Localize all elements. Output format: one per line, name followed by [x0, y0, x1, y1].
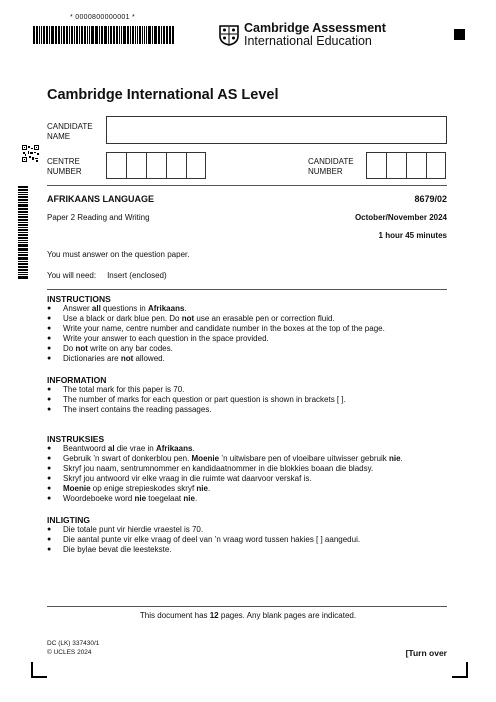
barcode-bar — [18, 234, 28, 236]
centre-digit-box[interactable] — [146, 152, 166, 179]
emphasis-text: not — [75, 344, 88, 353]
list-item — [47, 304, 457, 314]
barcode-bar — [43, 26, 45, 44]
list-item — [47, 344, 457, 354]
information-heading: INFORMATION — [47, 375, 107, 385]
item-text: write on any bar codes. — [87, 344, 173, 353]
barcode-bar — [18, 272, 28, 273]
divider — [47, 289, 447, 290]
barcode-bar — [169, 26, 171, 44]
barcode-bar — [49, 26, 50, 44]
barcode-bar — [36, 26, 38, 44]
item-text: Gebruik ’n swart of donkerblou pen. — [63, 454, 192, 463]
item-text: op enige strepieskodes skryf — [90, 484, 197, 493]
barcode-bar — [18, 274, 28, 275]
barcode-bar — [71, 26, 73, 44]
barcode-bar — [130, 26, 131, 44]
barcode-bar — [18, 216, 28, 218]
copyright: © UCLES 2024 — [47, 649, 92, 656]
centre-digit-box[interactable] — [166, 152, 186, 179]
barcode-bar — [18, 211, 28, 213]
item-text: Write your answer to each question in the space provided. — [63, 334, 269, 343]
syllabus-code: 8679/02 — [414, 194, 447, 204]
emphasis-text: not — [120, 354, 134, 363]
barcode-bar — [18, 194, 28, 195]
barcode-bar — [18, 186, 28, 188]
barcode-bar — [108, 26, 109, 44]
barcode-number: * 0000800000001 * — [70, 14, 136, 21]
item-text: Beantwoord — [63, 444, 108, 453]
item-text: The total mark for this paper is 70. — [63, 385, 185, 394]
paper-name: Paper 2 Reading and Writing — [47, 213, 150, 222]
barcode-bar — [18, 202, 28, 203]
barcode-bar — [18, 199, 28, 201]
centre-number-boxes[interactable] — [106, 152, 206, 179]
item-text: The insert contains the reading passages. — [63, 405, 212, 414]
divider — [47, 185, 447, 186]
barcode-bar — [18, 242, 28, 243]
need-label: You will need: — [47, 271, 97, 280]
barcode-bar — [18, 208, 28, 210]
centre-digit-box[interactable] — [186, 152, 206, 179]
barcode-bar — [137, 26, 138, 44]
item-text: toegelaat — [146, 494, 184, 503]
barcode-bar — [18, 222, 28, 223]
barcode-bar — [33, 26, 35, 44]
answer-note: You must answer on the question paper. — [47, 250, 190, 259]
barcode-bar — [79, 26, 80, 44]
barcode-bar — [127, 26, 129, 44]
emphasis-text: Moenie — [63, 484, 91, 493]
item-text: use an erasable pen or correction fluid. — [194, 314, 335, 323]
subject-name: AFRIKAANS LANGUAGE — [47, 194, 154, 204]
barcode-bar — [18, 266, 28, 268]
list-item — [47, 395, 457, 405]
list-item — [47, 474, 457, 484]
barcode-bar — [18, 204, 28, 207]
exam-session: October/November 2024 — [354, 213, 447, 222]
barcode-bar — [135, 26, 136, 44]
list-item — [47, 334, 457, 344]
barcode-bar — [18, 214, 28, 215]
candidate-name-field[interactable] — [106, 116, 447, 144]
barcode-bar — [154, 26, 157, 44]
barcode-bar — [69, 26, 70, 44]
list-item — [47, 385, 457, 395]
barcode-bar — [46, 26, 48, 44]
barcode-bar — [41, 26, 42, 44]
emphasis-text: Moenie — [191, 454, 220, 463]
instructions-list — [47, 304, 457, 364]
barcode-bar — [18, 263, 28, 265]
barcode-bar — [99, 26, 100, 44]
barcode-bar — [144, 26, 145, 44]
item-text: . — [194, 494, 198, 503]
exam-duration: 1 hour 45 minutes — [378, 231, 447, 240]
item-text: Skryf jou antwoord vir elke vraag in die ruimte wat daarvoor verskaf is. — [63, 474, 312, 483]
item-text: Answer — [63, 304, 92, 313]
barcode-bar — [39, 26, 40, 44]
list-item — [47, 464, 457, 474]
barcode-bar — [18, 240, 28, 241]
barcode-bar — [76, 26, 78, 44]
list-item — [47, 494, 457, 504]
item-text: Die totale punt vir hierdie vraestel is 70. — [63, 525, 204, 534]
instruksies-heading: INSTRUKSIES — [47, 434, 105, 444]
item-text: . — [207, 484, 211, 493]
emphasis-text: nie — [134, 494, 147, 503]
need-value: Insert (enclosed) — [107, 271, 167, 280]
barcode-bar — [148, 26, 151, 44]
item-text: . — [400, 454, 403, 463]
barcode-bar — [123, 26, 126, 44]
barcode-bar — [142, 26, 143, 44]
item-text: . — [192, 444, 195, 453]
barcode-bar — [121, 26, 122, 44]
candidate-name-label: CANDIDATE NAME — [47, 122, 93, 141]
barcode-bar — [81, 26, 83, 44]
barcode-bar — [161, 26, 162, 44]
note-text: pages. Any blank pages are indicated. — [218, 611, 357, 620]
candidate-digit-box[interactable] — [386, 152, 406, 179]
barcode-bar — [18, 257, 28, 260]
barcode-bar — [113, 26, 115, 44]
list-item — [47, 525, 457, 535]
barcode-bar — [63, 26, 65, 44]
item-text: ’n uitwisbare pen of vloeibare uitwisser gebruik — [219, 454, 389, 463]
barcode-bar — [89, 26, 90, 44]
item-text: . — [184, 304, 187, 313]
barcode-bar — [87, 26, 88, 44]
page-count: 12 — [209, 611, 219, 620]
item-text: Use a black or dark blue pen. Do — [63, 314, 182, 323]
item-text: The number of marks for each question or part question is shown in brackets [ ]. — [63, 395, 346, 404]
barcode-bar — [61, 26, 62, 44]
corner-mark — [31, 662, 47, 678]
turn-over: [Turn over — [405, 648, 447, 658]
emphasis-text: not — [181, 314, 195, 323]
barcode-bar — [18, 232, 28, 233]
item-text: Skryf jou naam, sentrumnommer en kandidaatnommer in die blokkies boaan die bladsy. — [63, 464, 374, 473]
barcode-bar — [18, 254, 28, 256]
emphasis-text: al — [107, 444, 115, 453]
candidate-digit-box[interactable] — [366, 152, 386, 179]
top-barcode — [33, 26, 183, 44]
candidate-digit-box[interactable] — [426, 152, 446, 179]
centre-digit-box[interactable] — [106, 152, 126, 179]
barcode-bar — [152, 26, 153, 44]
barcode-bar — [18, 227, 28, 228]
list-item — [47, 444, 457, 454]
emphasis-text: nie — [183, 494, 195, 503]
barcode-bar — [55, 26, 57, 44]
materials-needed — [47, 271, 167, 280]
registration-mark — [454, 29, 465, 40]
crest-icon — [218, 24, 240, 46]
barcode-bar — [18, 196, 28, 198]
barcode-bar — [158, 26, 160, 44]
instructions-heading: INSTRUCTIONS — [47, 294, 111, 304]
logo-line-2: International Education — [244, 34, 372, 48]
list-item — [47, 545, 457, 555]
barcode-bar — [18, 248, 28, 251]
barcode-bar — [18, 189, 28, 191]
barcode-bar — [58, 26, 60, 44]
centre-digit-box[interactable] — [126, 152, 146, 179]
qr-code-icon — [22, 145, 39, 162]
barcode-bar — [18, 237, 28, 239]
barcode-bar — [119, 26, 120, 44]
note-text: This document has — [139, 611, 210, 620]
logo-line-1: Cambridge Assessment — [244, 21, 386, 35]
list-item — [47, 535, 457, 545]
item-text: Woordeboeke word — [63, 494, 135, 503]
item-text: questions in — [100, 304, 148, 313]
barcode-bar — [84, 26, 86, 44]
page-count-note — [0, 611, 496, 620]
barcode-bar — [18, 269, 28, 271]
emphasis-text: Afrikaans — [155, 444, 193, 453]
emphasis-text: nie — [388, 454, 401, 463]
barcode-bar — [18, 229, 28, 231]
dc-code: DC (LK) 337430/1 — [47, 640, 100, 647]
barcode-bar — [18, 261, 28, 262]
candidate-digit-box[interactable] — [406, 152, 426, 179]
barcode-bar — [110, 26, 112, 44]
item-text: allowed. — [133, 354, 165, 363]
instruksies-list — [47, 444, 457, 504]
candidate-number-label: CANDIDATE NUMBER — [308, 157, 354, 176]
list-item — [47, 405, 457, 415]
centre-number-label: CENTRE NUMBER — [47, 157, 82, 176]
barcode-bar — [104, 26, 107, 44]
list-item — [47, 354, 457, 364]
list-item — [47, 324, 457, 334]
side-barcode — [18, 186, 28, 281]
barcode-bar — [116, 26, 118, 44]
item-text: Write your name, centre number and candidate number in the boxes at the top of the page. — [63, 324, 385, 333]
barcode-bar — [18, 276, 28, 279]
barcode-bar — [18, 224, 28, 226]
barcode-bar — [95, 26, 98, 44]
item-text: Do — [63, 344, 76, 353]
barcode-bar — [101, 26, 103, 44]
candidate-number-boxes[interactable] — [366, 152, 446, 179]
emphasis-text: nie — [196, 484, 208, 493]
page-title: Cambridge International AS Level — [47, 87, 279, 103]
barcode-bar — [18, 192, 28, 193]
barcode-bar — [66, 26, 68, 44]
emphasis-text: all — [91, 304, 101, 313]
barcode-bar — [74, 26, 75, 44]
barcode-bar — [18, 252, 28, 253]
list-item — [47, 484, 457, 494]
emphasis-text: Afrikaans — [147, 304, 185, 313]
item-text: Die bylae bevat die leestekste. — [63, 545, 172, 554]
list-item — [47, 454, 457, 464]
cambridge-logo — [218, 22, 386, 48]
information-list — [47, 385, 457, 415]
inligting-heading: INLIGTING — [47, 515, 90, 525]
barcode-bar — [139, 26, 141, 44]
list-item — [47, 314, 457, 324]
barcode-bar — [166, 26, 168, 44]
barcode-bar — [163, 26, 165, 44]
barcode-bar — [51, 26, 54, 44]
item-text: Die aantal punte vir elke vraag of deel van ’n vraag word tussen hakies [ ] aangedui. — [63, 535, 361, 544]
barcode-bar — [172, 26, 174, 44]
barcode-bar — [146, 26, 147, 44]
corner-mark — [452, 662, 468, 678]
barcode-bar — [18, 219, 28, 221]
barcode-bar — [91, 26, 94, 44]
inligting-list — [47, 525, 457, 555]
barcode-bar — [132, 26, 134, 44]
document-code — [47, 639, 99, 657]
item-text: Dictionaries are — [63, 354, 121, 363]
footer-divider — [47, 606, 447, 607]
barcode-bar — [18, 244, 28, 247]
item-text: die vrae in — [114, 444, 156, 453]
